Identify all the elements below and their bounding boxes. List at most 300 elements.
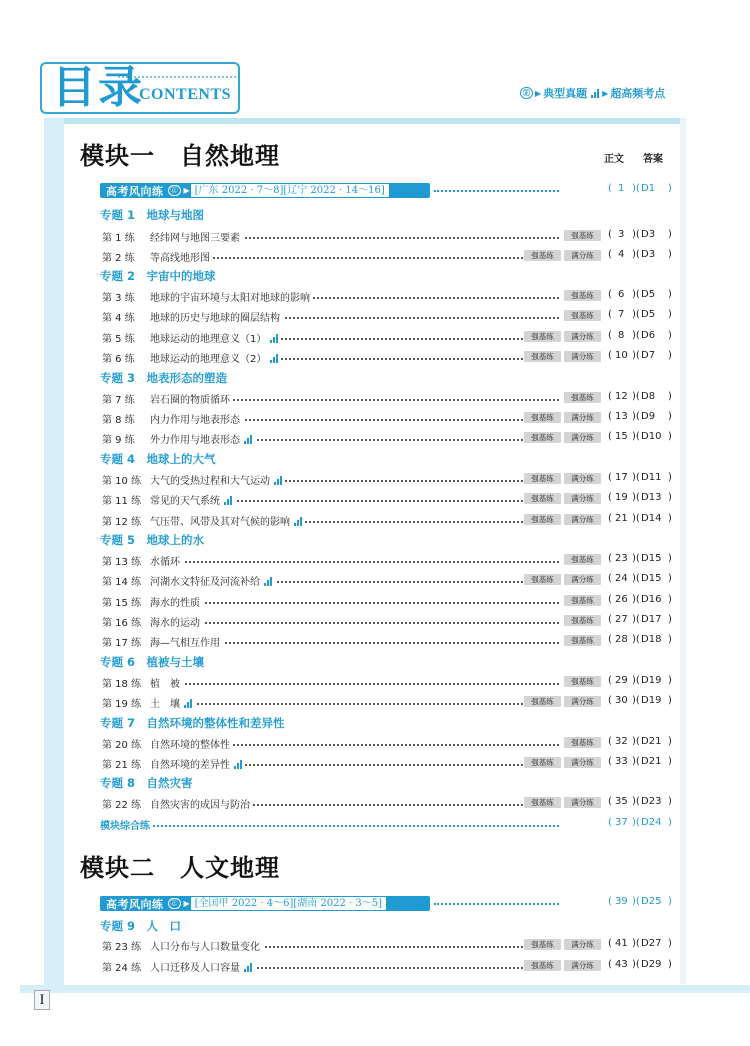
full-score-tag: 满分练 (564, 250, 601, 261)
lesson-number: 第 10 练 (102, 476, 142, 487)
paren: ) (668, 695, 672, 706)
strong-practice-tag: 强基练 (524, 432, 561, 443)
paren: )( (632, 938, 640, 949)
paren: )( (632, 492, 640, 503)
lesson-title-text: 河湖水文特征及河流补给 (150, 577, 260, 588)
page-ref: 35 (615, 796, 628, 807)
answer-ref: D25 (641, 896, 662, 907)
signal-bars-icon (244, 963, 252, 972)
right-rail (680, 118, 686, 984)
page-number: I (34, 990, 50, 1010)
lesson-number: 第 18 练 (102, 679, 142, 690)
leader-dots (150, 825, 559, 827)
strong-practice-tag: 强基练 (564, 676, 601, 687)
strong-practice-tag: 强基练 (564, 635, 601, 646)
paren: ) (668, 736, 672, 747)
strong-practice-tag: 强基练 (524, 412, 561, 423)
lesson-number: 第 17 练 (102, 638, 142, 649)
lesson-title (150, 553, 183, 568)
legend (520, 85, 665, 101)
paren: ) (668, 309, 672, 320)
full-score-tag: 满分练 (564, 432, 601, 443)
paren: ) (668, 959, 672, 970)
strong-practice-tag: 强基练 (564, 737, 601, 748)
paren: ) (668, 634, 672, 645)
answer-ref: D27 (641, 938, 662, 949)
strong-practice-tag: 强基练 (524, 960, 561, 971)
paren: )( (632, 756, 640, 767)
answer-ref: D29 (641, 959, 662, 970)
toc-row (102, 634, 677, 648)
paren: )( (632, 573, 640, 584)
lesson-title-text: 人口迁移及人口容量 (150, 963, 240, 974)
page-ref: 24 (615, 573, 628, 584)
paren: )( (632, 289, 640, 300)
toc-row (102, 513, 677, 527)
lesson-number: 第 9 练 (102, 435, 135, 446)
lesson-title (150, 938, 263, 953)
lesson-title (150, 330, 281, 345)
toc-row (102, 959, 677, 973)
topic-heading: 专题 4 地球上的大气 (100, 452, 216, 466)
signal-bars-icon (184, 699, 192, 708)
topic-heading: 专题 3 地表形态的塑造 (100, 371, 228, 385)
paren: ( (608, 938, 612, 949)
answer-ref: D10 (641, 431, 662, 442)
strong-practice-tag: 强基练 (564, 595, 601, 606)
paren: )( (632, 796, 640, 807)
signal-bars-icon (264, 577, 272, 586)
lesson-title-text: 土 壤 (150, 699, 180, 710)
full-score-tag: 满分练 (564, 939, 601, 950)
answer-ref: D14 (641, 513, 662, 524)
strong-practice-tag: 强基练 (524, 797, 561, 808)
page-ref: 33 (615, 756, 628, 767)
toc-row (102, 309, 677, 323)
lesson-title (150, 695, 195, 710)
paren: ) (668, 756, 672, 767)
paren: )( (632, 614, 640, 625)
paren: ) (668, 431, 672, 442)
paren: ( (608, 513, 612, 524)
answer-ref: D6 (641, 330, 656, 341)
lesson-title-text: 岩石圈的物质循环 (150, 395, 230, 406)
paren: ) (668, 573, 672, 584)
answer-ref: D19 (641, 675, 662, 686)
legend-typical-label: 典型真题 (543, 87, 588, 100)
paren: ( (608, 492, 612, 503)
strong-practice-tag: 强基练 (524, 351, 561, 362)
paren: ( (608, 817, 612, 828)
module-title: 模块一 自然地理 (80, 141, 280, 170)
strong-practice-tag: 强基练 (524, 514, 561, 525)
lesson-title-text: 自然环境的差异性 (150, 760, 230, 771)
legend-hot-label: 超高频考点 (610, 87, 666, 100)
answer-ref: D11 (641, 472, 662, 483)
lesson-number: 第 20 练 (102, 740, 142, 751)
toc-row: ( 39 )( D25 ) (102, 896, 677, 910)
page-ref: 1 (618, 183, 625, 194)
paren: )( (632, 249, 640, 260)
answer-ref: D21 (641, 736, 662, 747)
strong-practice-tag: 强基练 (564, 290, 601, 301)
paren: ( (608, 411, 612, 422)
lesson-title (150, 431, 255, 446)
lesson-title-text: 常见的天气系统 (150, 496, 220, 507)
topic-heading: 专题 2 宇宙中的地球 (100, 269, 216, 283)
full-score-tag: 满分练 (564, 473, 601, 484)
page-ref: 29 (615, 675, 628, 686)
strong-practice-tag: 强基练 (564, 392, 601, 403)
topic-heading: 专题 6 植被与土壤 (100, 655, 205, 669)
answer-ref: D5 (641, 309, 656, 320)
paren: ) (668, 796, 672, 807)
lesson-number: 第 23 练 (102, 942, 142, 953)
topic-heading: 专题 1 地球与地图 (100, 208, 205, 222)
lesson-title-text: 等高线地形图 (150, 253, 210, 264)
paren: )( (632, 959, 640, 970)
paren: ( (608, 350, 612, 361)
lesson-title (150, 391, 233, 406)
typical-question-icon: ㊣ (168, 898, 181, 909)
lesson-number: 第 16 练 (102, 618, 142, 629)
lesson-title (150, 614, 203, 629)
signal-bars-icon (224, 496, 232, 505)
triangle-icon: ▶ (602, 88, 609, 98)
paren: )( (632, 350, 640, 361)
paren: ) (668, 411, 672, 422)
answer-ref: D1 (641, 183, 656, 194)
strong-practice-tag: 强基练 (524, 250, 561, 261)
toc-row (102, 756, 677, 770)
paren: ( (608, 391, 612, 402)
lesson-title-text: 植 被 (150, 679, 180, 690)
lesson-title (150, 634, 223, 649)
paren: ) (668, 391, 672, 402)
paren: ) (668, 675, 672, 686)
lesson-title (150, 229, 243, 244)
paren: ) (668, 553, 672, 564)
footer-band (20, 985, 750, 993)
paren: ) (668, 492, 672, 503)
paren: ( (608, 229, 612, 240)
page-ref: 30 (615, 695, 628, 706)
full-score-tag: 满分练 (564, 412, 601, 423)
toc-row: ( 1 )( D1 ) (102, 183, 677, 197)
lesson-title (150, 249, 213, 264)
leader-dots (150, 703, 559, 705)
answer-ref: D7 (641, 350, 656, 361)
page-ref: 8 (618, 330, 625, 341)
lesson-number: 第 15 练 (102, 598, 142, 609)
banner-label: 高考风向练 (106, 897, 164, 911)
answer-ref: D23 (641, 796, 662, 807)
banner-reference: [全国甲 2022 · 4～6][湖南 2022 · 3～5] (191, 897, 386, 910)
page-ref: 39 (615, 896, 628, 907)
paren: ( (608, 472, 612, 483)
lesson-title (100, 817, 153, 832)
toc-row (102, 249, 677, 263)
lesson-title-text: 地球的历史与地球的圈层结构 (150, 313, 280, 324)
answer-ref: D19 (641, 695, 662, 706)
paren: )( (632, 411, 640, 422)
lesson-title-text: 自然灾害的成因与防治 (150, 800, 250, 811)
page-ref: 23 (615, 553, 628, 564)
paren: ( (608, 756, 612, 767)
lesson-title-text: 人口分布与人口数量变化 (150, 942, 260, 953)
paren: )( (632, 817, 640, 828)
full-score-tag: 满分练 (564, 696, 601, 707)
paren: ) (668, 229, 672, 240)
lesson-title (150, 309, 283, 324)
paren: ) (668, 330, 672, 341)
lesson-number: 第 11 练 (102, 496, 142, 507)
paren: ( (608, 431, 612, 442)
lesson-title (150, 675, 183, 690)
page-ref: 37 (615, 817, 628, 828)
lesson-number: 第 19 练 (102, 699, 142, 710)
lesson-number: 第 14 练 (102, 577, 142, 588)
answer-ref: D15 (641, 553, 662, 564)
lesson-number: 第 1 练 (102, 233, 135, 244)
paren: ) (668, 817, 672, 828)
lesson-number: 第 3 练 (102, 293, 135, 304)
page-ref: 7 (618, 309, 625, 320)
lesson-number: 第 24 练 (102, 963, 142, 974)
paren: )( (632, 330, 640, 341)
toc-row (102, 736, 677, 750)
lesson-title (150, 492, 235, 507)
toc-row (102, 796, 677, 810)
leader-dots (150, 602, 559, 604)
lesson-title (150, 594, 203, 609)
lesson-title (150, 736, 233, 751)
page-ref: 32 (615, 736, 628, 747)
paren: ) (668, 614, 672, 625)
leader-dots (150, 683, 559, 685)
lesson-number: 第 22 练 (102, 800, 142, 811)
topic-heading: 专题 9 人 口 (100, 919, 182, 933)
lesson-title-text: 海—气相互作用 (150, 638, 220, 649)
paren: ( (608, 309, 612, 320)
lesson-title-text: 外力作用与地表形态 (150, 435, 240, 446)
strong-practice-tag: 强基练 (564, 554, 601, 565)
lesson-title-text: 地球的宇宙环境与太阳对地球的影响 (150, 293, 310, 304)
toc-row (102, 695, 677, 709)
lesson-number: 第 13 练 (102, 557, 142, 568)
signal-bars-icon (270, 354, 278, 363)
signal-bars-icon (234, 760, 242, 769)
answer-ref: D9 (641, 411, 656, 422)
strong-practice-tag: 强基练 (524, 939, 561, 950)
paren: )( (632, 309, 640, 320)
answer-ref: D15 (641, 573, 662, 584)
signal-bars-icon (244, 435, 252, 444)
page-ref: 4 (618, 249, 625, 260)
left-rail (44, 118, 64, 990)
paren: )( (632, 675, 640, 686)
lesson-title-text: 自然环境的整体性 (150, 740, 230, 751)
paren: ( (608, 289, 612, 300)
lesson-title-text: 水循环 (150, 557, 180, 568)
paren: ( (608, 675, 612, 686)
column-main-header: 正文 (604, 154, 624, 165)
toc-row (102, 594, 677, 608)
paren: )( (632, 472, 640, 483)
lesson-number: 第 4 练 (102, 313, 135, 324)
answer-ref: D16 (641, 594, 662, 605)
full-score-tag: 满分练 (564, 960, 601, 971)
signal-bars-icon (294, 517, 302, 526)
toc-row (102, 614, 677, 628)
lesson-number: 第 12 练 (102, 517, 142, 528)
toc-row (102, 492, 677, 506)
typical-question-icon: ㊣ (520, 87, 533, 99)
page-ref: 15 (615, 431, 628, 442)
paren: )( (632, 634, 640, 645)
strong-practice-tag: 强基练 (524, 493, 561, 504)
paren: ( (608, 614, 612, 625)
page-title-en: CONTENTS (139, 86, 232, 103)
banner-label: 高考风向练 (106, 184, 164, 198)
lesson-title-text: 海水的性质 (150, 598, 200, 609)
strong-practice-tag: 强基练 (524, 757, 561, 768)
lesson-title (150, 289, 313, 304)
answer-ref: D5 (641, 289, 656, 300)
lesson-title-text: 地球运动的地理意义（1） (150, 334, 267, 345)
lesson-title (150, 472, 285, 487)
lesson-title (150, 796, 253, 811)
page-ref: 19 (615, 492, 628, 503)
triangle-icon: ▶ (183, 186, 190, 195)
signal-bars-icon (591, 89, 599, 98)
signal-bars-icon (274, 476, 282, 485)
topic-heading: 专题 8 自然灾害 (100, 776, 193, 790)
paren: ) (668, 289, 672, 300)
lesson-title-text: 大气的受热过程和大气运动 (150, 476, 270, 487)
paren: ( (608, 594, 612, 605)
paren: )( (632, 513, 640, 524)
page-ref: 21 (615, 513, 628, 524)
strong-practice-tag: 强基练 (524, 696, 561, 707)
strong-practice-tag: 强基练 (524, 574, 561, 585)
lesson-title (150, 756, 245, 771)
topic-heading: 专题 5 地球上的水 (100, 533, 205, 547)
leader-dots (150, 561, 559, 563)
answer-ref: D24 (641, 817, 662, 828)
strong-practice-tag: 强基练 (524, 473, 561, 484)
paren: )( (632, 391, 640, 402)
paren: )( (632, 594, 640, 605)
lesson-number: 第 21 练 (102, 760, 142, 771)
module-title: 模块二 人文地理 (80, 853, 280, 882)
answer-ref: D18 (641, 634, 662, 645)
triangle-icon: ▶ (535, 88, 542, 98)
toc-row (102, 391, 677, 405)
answer-ref: D8 (641, 391, 656, 402)
paren: ( (608, 736, 612, 747)
signal-bars-icon (270, 334, 278, 343)
full-score-tag: 满分练 (564, 493, 601, 504)
column-answer-header: 答案 (643, 154, 663, 165)
answer-ref: D21 (641, 756, 662, 767)
lesson-number: 第 7 练 (102, 395, 135, 406)
lesson-number: 第 6 练 (102, 354, 135, 365)
paren: ( (608, 634, 612, 645)
toc-row (102, 675, 677, 689)
paren: ( (608, 573, 612, 584)
paren: ) (668, 513, 672, 524)
toc-row (102, 330, 677, 344)
header-band (44, 118, 680, 124)
lesson-number: 第 8 练 (102, 415, 135, 426)
toc-row (102, 350, 677, 364)
paren: ( (608, 796, 612, 807)
answer-ref: D13 (641, 492, 662, 503)
strong-practice-tag: 强基练 (564, 230, 601, 241)
paren: ( (608, 695, 612, 706)
page-ref: 26 (615, 594, 628, 605)
paren: ) (668, 938, 672, 949)
full-score-tag: 满分练 (564, 757, 601, 768)
paren: )( (632, 695, 640, 706)
lesson-title-text: 地球运动的地理意义（2） (150, 354, 267, 365)
paren: )( (632, 553, 640, 564)
page-ref: 6 (618, 289, 625, 300)
full-score-tag: 满分练 (564, 331, 601, 342)
strong-practice-tag: 强基练 (524, 331, 561, 342)
page-ref: 27 (615, 614, 628, 625)
leader-dots (434, 190, 559, 192)
page-ref: 12 (615, 391, 628, 402)
page-ref: 3 (618, 229, 625, 240)
answer-ref: D3 (641, 229, 656, 240)
lesson-title (150, 411, 243, 426)
lesson-title (150, 350, 281, 365)
lesson-number: 第 5 练 (102, 334, 135, 345)
leader-dots (434, 903, 559, 905)
toc-row (102, 553, 677, 567)
lesson-number: 第 2 练 (102, 253, 135, 264)
paren: ( (608, 959, 612, 970)
page-ref: 13 (615, 411, 628, 422)
page-ref: 10 (615, 350, 628, 361)
full-score-tag: 满分练 (564, 797, 601, 808)
lesson-title-text: 模块综合练 (100, 821, 150, 832)
paren: ) (668, 594, 672, 605)
leader-dots (150, 622, 559, 624)
toc-row (102, 938, 677, 952)
full-score-tag: 满分练 (564, 351, 601, 362)
toc-row (102, 411, 677, 425)
lesson-title (150, 573, 275, 588)
typical-question-icon: ㊣ (168, 185, 181, 196)
paren: ( (608, 330, 612, 341)
toc-row (102, 289, 677, 303)
page-ref: 41 (615, 938, 628, 949)
paren: ) (668, 350, 672, 361)
lesson-title-text: 经纬网与地图三要素 (150, 233, 240, 244)
full-score-tag: 满分练 (564, 514, 601, 525)
paren: )( (632, 736, 640, 747)
toc-row (102, 472, 677, 486)
paren: ( (608, 249, 612, 260)
paren: )( (632, 431, 640, 442)
paren: ( (608, 553, 612, 564)
paren: ) (668, 472, 672, 483)
topic-heading: 专题 7 自然环境的整体性和差异性 (100, 716, 285, 730)
answer-ref: D3 (641, 249, 656, 260)
